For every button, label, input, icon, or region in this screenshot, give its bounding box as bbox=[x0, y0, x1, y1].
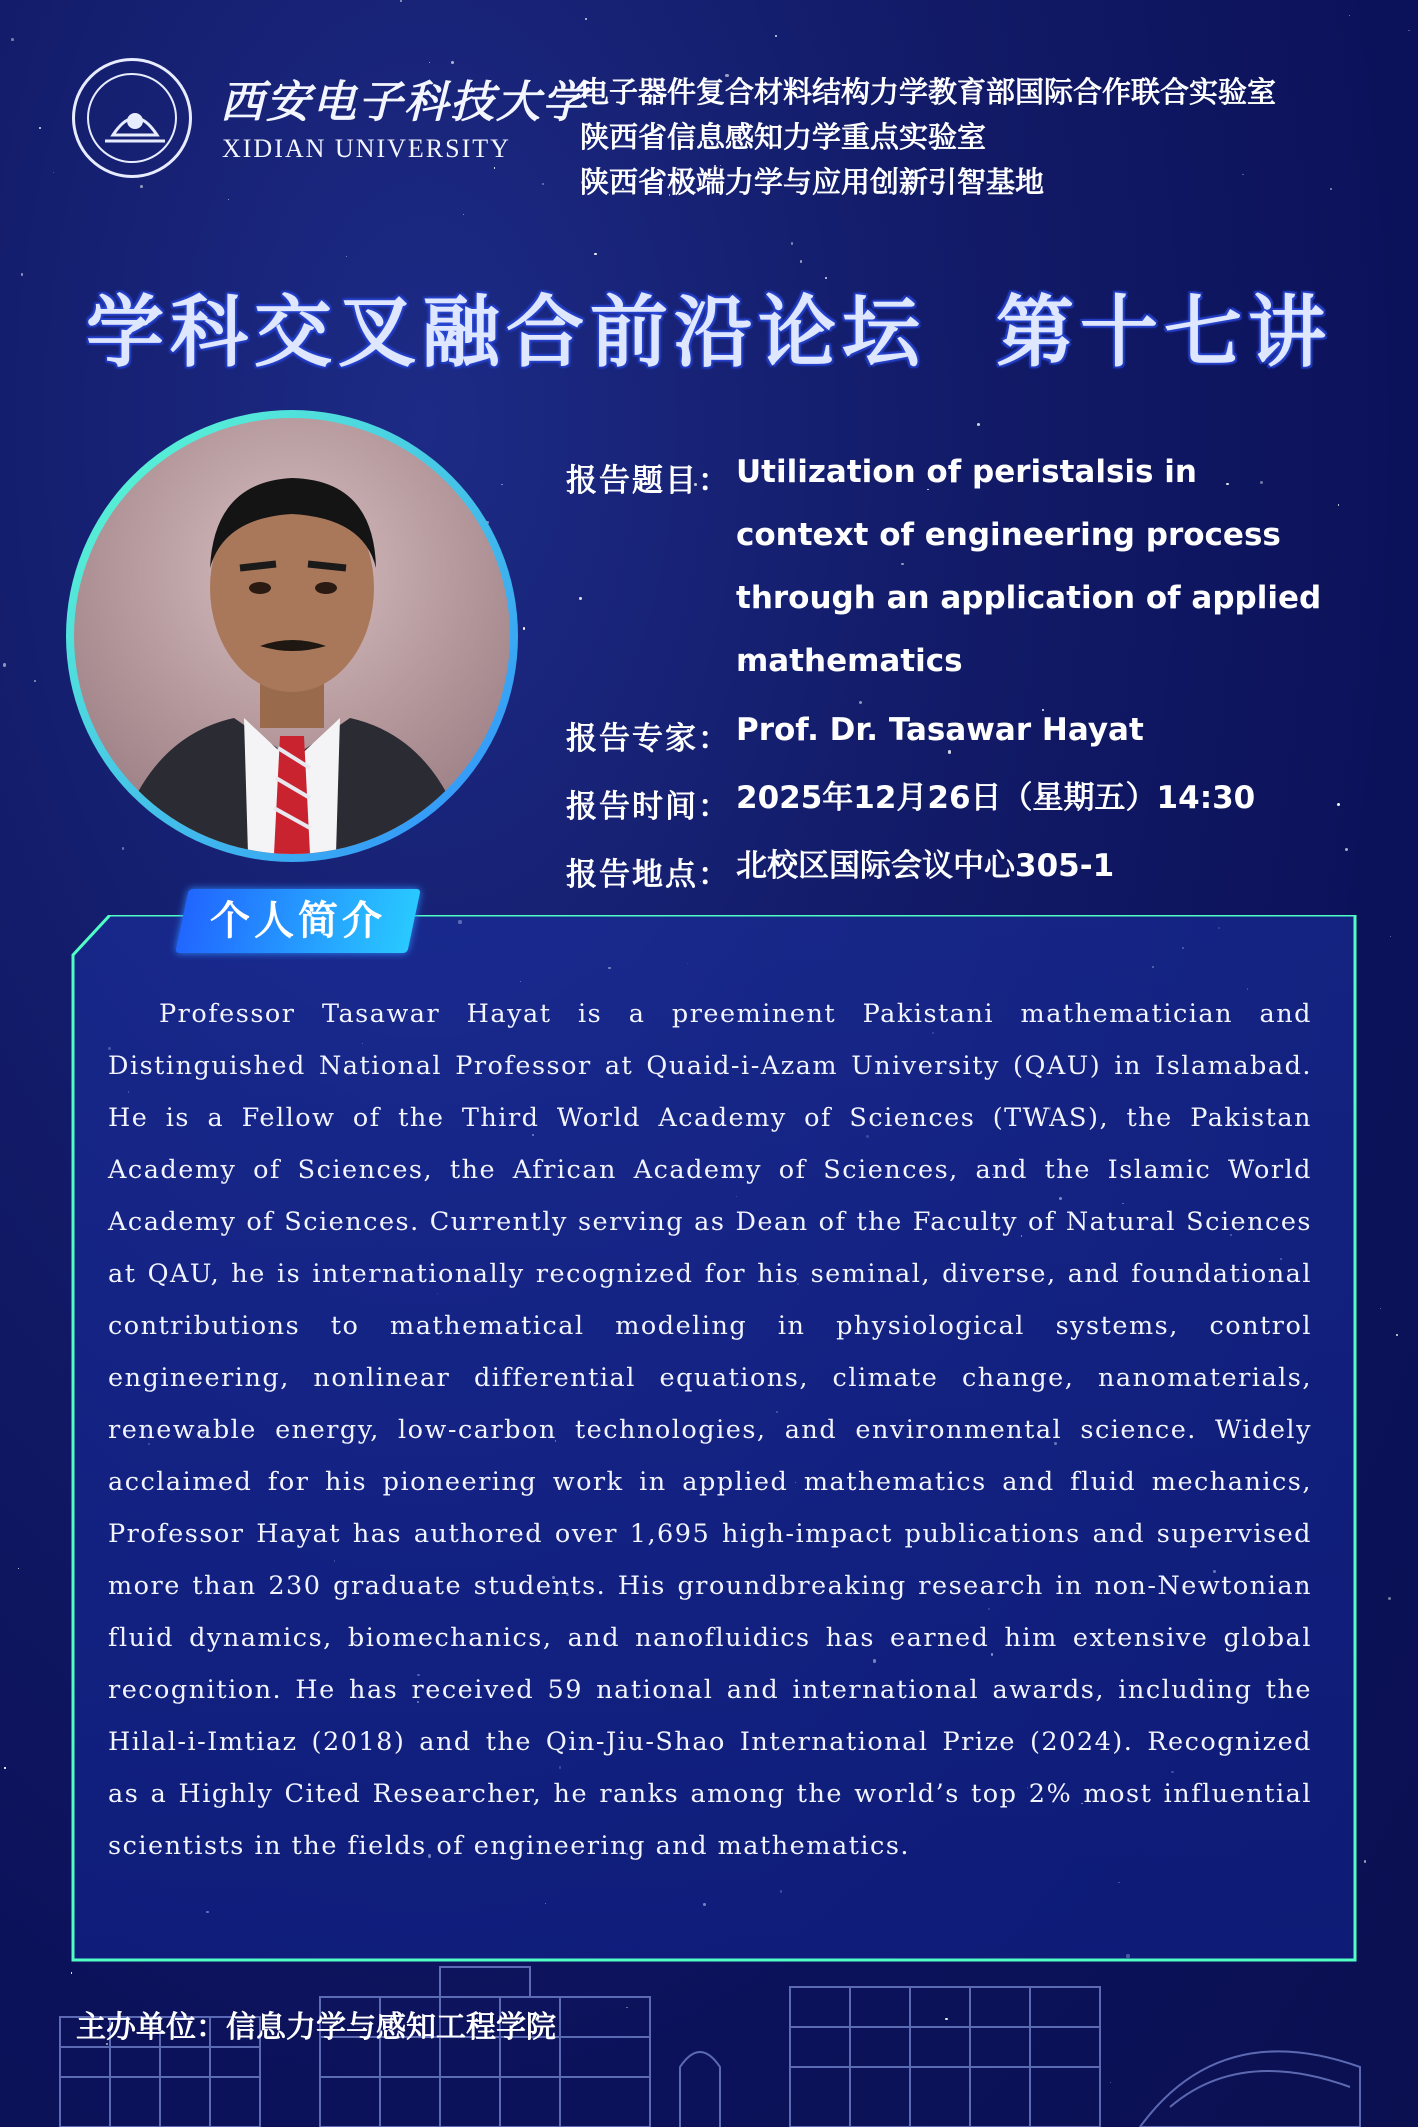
star-dot bbox=[228, 199, 229, 200]
speaker-photo bbox=[74, 418, 510, 854]
star-dot bbox=[39, 127, 41, 129]
star-dot bbox=[1337, 803, 1340, 806]
star-dot bbox=[1364, 1860, 1366, 1862]
star-dot bbox=[400, 0, 402, 2]
lecture-number: 第十七讲 bbox=[996, 288, 1333, 378]
talk-venue: 北校区国际会议中心305-1 bbox=[736, 848, 1115, 884]
speaker-photo-frame bbox=[66, 410, 518, 862]
star-dot bbox=[4, 1767, 5, 1768]
university-name-en: XIDIAN UNIVERSITY bbox=[222, 134, 511, 163]
bio-heading: 个人简介 bbox=[210, 898, 386, 944]
lab-name: 电子器件复合材料结构力学教育部国际合作联合实验室 bbox=[580, 75, 1277, 109]
time-label: 报告时间： bbox=[566, 789, 731, 825]
venue-label: 报告地点： bbox=[566, 857, 731, 893]
star-dot bbox=[3, 663, 6, 666]
star-dot bbox=[451, 61, 454, 64]
university-seal-icon bbox=[72, 58, 192, 178]
star-dot bbox=[523, 627, 526, 630]
host-organizer: 主办单位：信息力学与感知工程学院 bbox=[76, 2010, 556, 2045]
star-dot bbox=[1330, 188, 1332, 190]
lab-name: 陕西省信息感知力学重点实验室 bbox=[580, 120, 987, 154]
star-dot bbox=[18, 1568, 19, 1569]
star-dot bbox=[1349, 15, 1351, 17]
university-name-cn: 西安电子科技大学 bbox=[220, 77, 588, 128]
forum-name: 学科交叉融合前沿论坛 bbox=[85, 288, 926, 378]
star-dot bbox=[800, 260, 802, 262]
star-dot bbox=[977, 423, 980, 426]
speaker-label: 报告专家： bbox=[566, 721, 731, 757]
star-dot bbox=[791, 242, 793, 244]
lab-name: 陕西省极端力学与应用创新引智基地 bbox=[580, 165, 1045, 199]
star-dot bbox=[140, 185, 143, 188]
speaker-row bbox=[566, 713, 1336, 761]
venue-row bbox=[566, 849, 1336, 897]
star-dot bbox=[1345, 848, 1348, 851]
star-dot bbox=[1396, 1334, 1398, 1336]
forum-title bbox=[0, 270, 1418, 382]
star-dot bbox=[11, 38, 14, 41]
star-dot bbox=[1380, 1308, 1381, 1309]
star-dot bbox=[346, 256, 347, 257]
star-dot bbox=[775, 35, 777, 37]
star-dot bbox=[494, 167, 496, 169]
lab-list bbox=[580, 70, 1276, 205]
time-row bbox=[566, 781, 1336, 829]
bio-heading-tab bbox=[175, 889, 421, 953]
star-dot bbox=[463, 214, 464, 215]
talk-title: Utilization of peristalsis in context of engineering process through an application of applied mathematics bbox=[736, 454, 1322, 679]
star-dot bbox=[1408, 30, 1410, 32]
star-dot bbox=[429, 62, 430, 63]
talk-info bbox=[566, 455, 1336, 917]
star-dot bbox=[1338, 504, 1340, 506]
star-dot bbox=[585, 18, 587, 20]
speaker-name: Prof. Dr. Tasawar Hayat bbox=[736, 712, 1144, 748]
star-dot bbox=[34, 680, 36, 682]
talk-title-label: 报告题目： bbox=[566, 463, 731, 499]
bio-text: Professor Tasawar Hayat is a preeminent Pakistani mathematician and Distinguished National Professor at Quaid-i-Azam University (QAU) in Islamabad. He is a Fellow of the Third World Academy of Sciences (TWAS), the Pakistan Academy of Sciences, the African Academy of Sciences, and the Islamic World Academy of Sciences. Currently serving as Dean of the Faculty of Natural Sciences at QAU, he is internationally recognized for his seminal, diverse, and foundational contributions to mathematical modeling in physiological systems, control engineering, nonlinear differential equations, climate change, nanomaterials, renewable energy, low-carbon technologies, and environmental science. Widely acclaimed for his pioneering work in applied mathematics and fluid mechanics, Professor Hayat has authored over 1,695 high-impact publications and supervised more than 230 graduate students. His groundbreaking research in non-Newtonian fluid dynamics, biomechanics, and nanofluidics has earned him extensive global recognition. He has received 59 national and international awards, including the Hilal-i-Imtiaz (2018) and the Qin-Jiu-Shao International Prize (2024). Recognized as a Highly Cited Researcher, he ranks among the world’s top 2% most influential scientists in the fields of engineering and mathematics. bbox=[108, 999, 1312, 1861]
star-dot bbox=[1390, 936, 1391, 937]
star-dot bbox=[542, 183, 545, 186]
bio-panel bbox=[70, 898, 1358, 1965]
star-dot bbox=[53, 172, 54, 173]
talk-time: 2025年12月26日（星期五）14:30 bbox=[736, 780, 1256, 816]
star-dot bbox=[594, 253, 596, 255]
talk-title-row bbox=[566, 455, 1336, 693]
star-dot bbox=[1388, 1597, 1391, 1600]
